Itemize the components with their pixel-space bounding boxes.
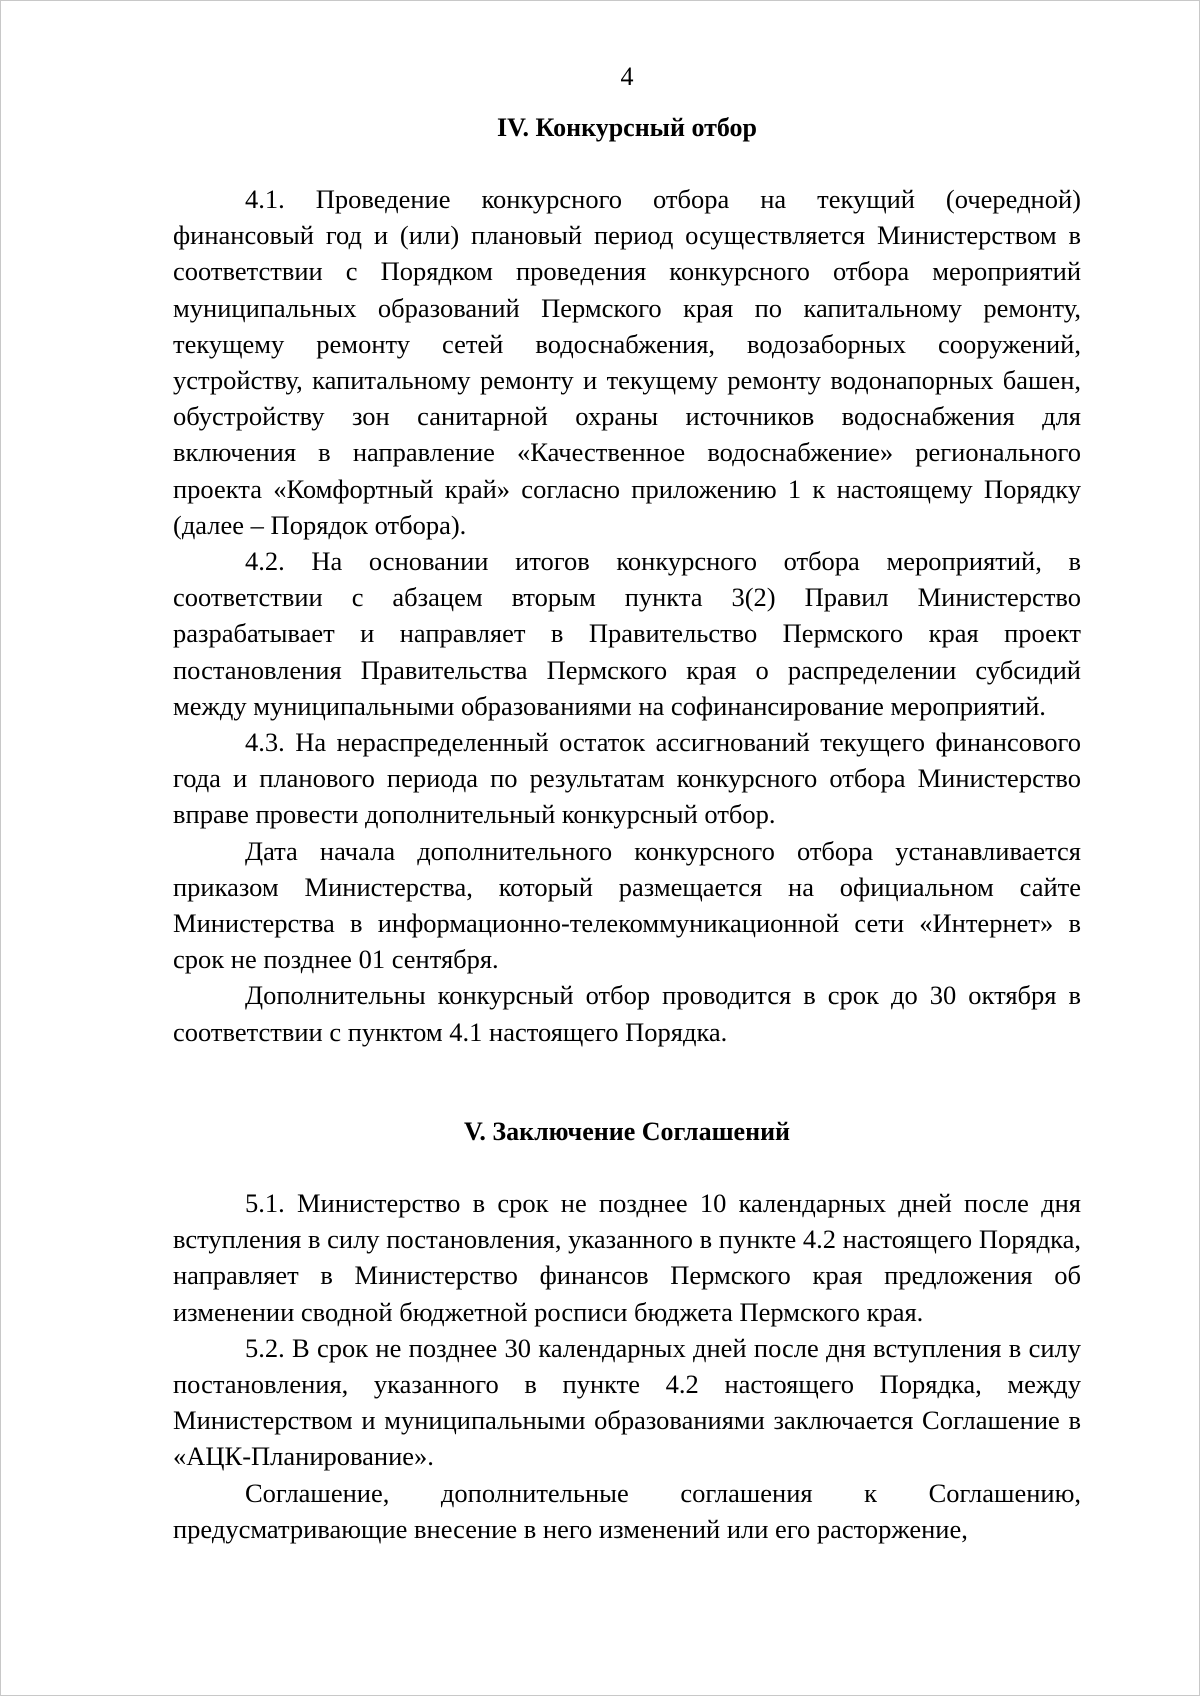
paragraph-4-2: 4.2. На основании итогов конкурсного отбора мероприятий, в соответствии с абзацем вторым пункта 3(2) Правил Министерство разрабатывает и направляет в Правительство Пермского края проект постановления Правительства Пермского края о распределении субсидий между муниципальными образованиями на софинансирование мероприятий. bbox=[173, 546, 1081, 721]
section-iv-heading: IV. Конкурсный отбор bbox=[497, 113, 757, 142]
section-v-heading: V. Заключение Соглашений bbox=[463, 1117, 791, 1146]
section-iv-body bbox=[173, 181, 1081, 1050]
paragraph-additional-selection: Дополнительны конкурсный отбор проводится в срок до 30 октября в соответствии с пунктом 4.1 настоящего Порядка. bbox=[173, 980, 1081, 1047]
section-v-body bbox=[173, 1185, 1081, 1547]
paragraph-5-2: 5.2. В срок не позднее 30 календарных дней после дня вступления в силу постановления, указанного в пункте 4.2 настоящего Порядка, между Министерством и муниципальными образованиями заключается Соглашение в «АЦК-Планирование». bbox=[173, 1332, 1081, 1472]
paragraph-5-1: 5.1. Министерство в срок не позднее 10 календарных дней после дня вступления в силу постановления, указанного в пункте 4.2 настоящего Порядка, направляет в Министерство финансов Пермского края предложения об изменении сводной бюджетной росписи бюджета Пермского края. bbox=[173, 1188, 1081, 1327]
paragraph-agreement: Соглашение, дополнительные соглашения к Соглашению, предусматривающие внесение в него изменений или его расторжение, bbox=[173, 1477, 1081, 1544]
page-number: 4 bbox=[620, 62, 634, 91]
paragraph-start-date: Дата начала дополнительного конкурсного отбора устанавливается приказом Министерства, который размещается на официальном сайте Министерства в информационно-телекоммуникационной сети «Интернет» в срок не позднее 01 сентября. bbox=[173, 835, 1081, 975]
paragraph-4-3: 4.3. На нераспределенный остаток ассигнований текущего финансового года и планового периода по результатам конкурсного отбора Министерство вправе провести дополнительный конкурсный отбор. bbox=[173, 727, 1081, 830]
paragraph-4-1: 4.1. Проведение конкурсного отбора на текущий (очередной) финансовый год и (или) плановый период осуществляется Министерством в соответствии с Порядком проведения конкурсного отбора мероприятий муниципальных образований Пермского края по капитальному ремонту, текущему ремонту сетей водоснабжения, водозаборных сооружений, устройству, капитальному ремонту и текущему ремонту водонапорных башен, обустройству зон санитарной охраны источников водоснабжения для включения в направление «Качественное водоснабжение» регионального проекта «Комфортный край» согласно приложению 1 к настоящему Порядку (далее – Порядок отбора). bbox=[173, 184, 1081, 540]
